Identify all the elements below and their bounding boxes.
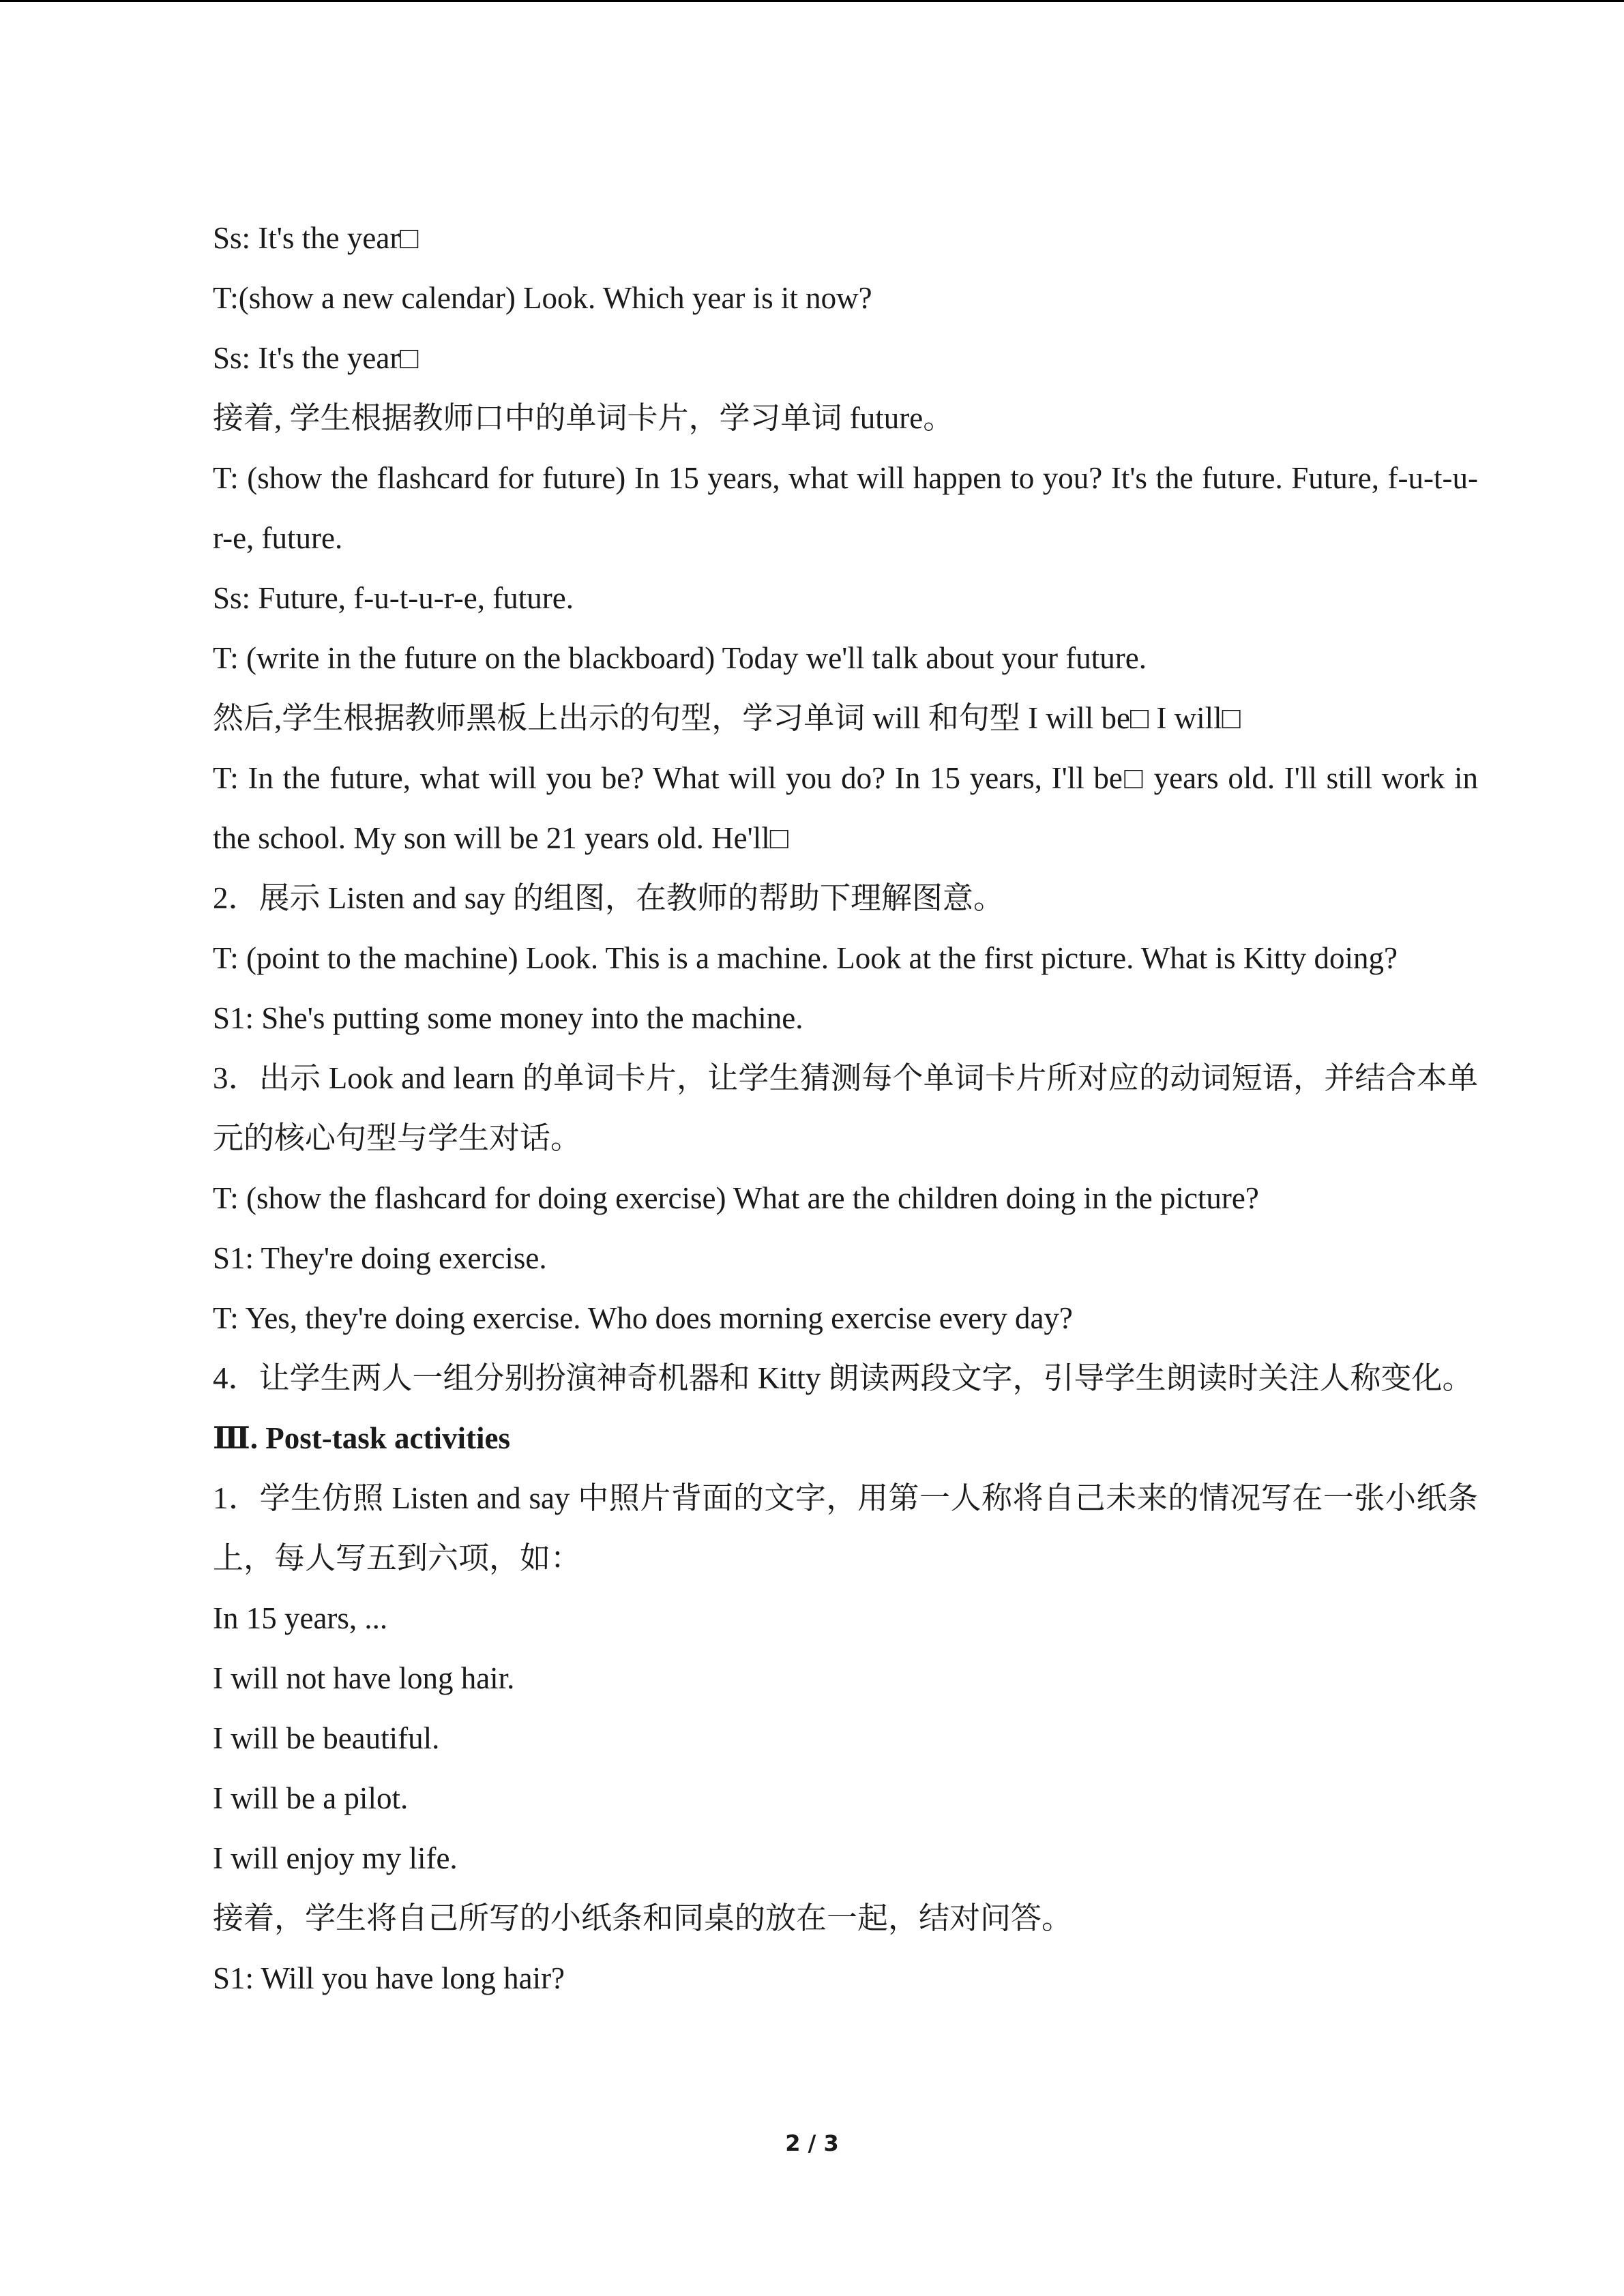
section-heading: Ⅲ. Post-task activities <box>213 1421 510 1455</box>
paragraph: 1．学生仿照 Listen and say 中照片背面的文字，用第一人称将自己未来的情况写在一张小纸条上，每人写五到六项，如： <box>213 1481 1478 1575</box>
paragraph: T: (write in the future on the blackboard) Today we'll talk about your future. <box>213 641 1147 675</box>
document-body <box>148 208 1478 2008</box>
paragraph: T: (show the flashcard for doing exercise) What are the children doing in the picture? <box>213 1181 1259 1215</box>
paragraph: 然后,学生根据教师黑板上出示的句型，学习单词 will 和句型 I will be□ I will□ <box>213 701 1241 735</box>
paragraph: Ss: It's the year□ <box>213 341 419 375</box>
paragraph: T: (show the flashcard for future) In 15 years, what will happen to you? It's the future. Future, f-u-t-u-r-e, future. <box>213 461 1478 555</box>
paragraph: T: In the future, what will you be? What will you do? In 15 years, I'll be□ years old. I'll still work in the school. My son will be 21 years old. He'll□ <box>213 761 1478 855</box>
paragraph: T: (point to the machine) Look. This is a machine. Look at the first picture. What is Kitty doing? <box>213 941 1398 975</box>
paragraph: S1: She's putting some money into the machine. <box>213 1001 803 1035</box>
paragraph: T: Yes, they're doing exercise. Who does morning exercise every day? <box>213 1301 1073 1335</box>
paragraph: 2．展示 Listen and say 的组图，在教师的帮助下理解图意。 <box>213 881 1004 915</box>
paragraph: 3．出示 Look and learn 的单词卡片，让学生猜测每个单词卡片所对应的动词短语，并结合本单元的核心句型与学生对话。 <box>213 1061 1478 1155</box>
paragraph: 4．让学生两人一组分别扮演神奇机器和 Kitty 朗读两段文字，引导学生朗读时关注人称变化。 <box>213 1361 1473 1395</box>
paragraph: I will be a pilot. <box>213 1781 409 1815</box>
paragraph: I will not have long hair. <box>213 1661 515 1695</box>
paragraph: 接着, 学生根据教师口中的单词卡片，学习单词 future。 <box>213 401 954 435</box>
paragraph: I will be beautiful. <box>213 1721 440 1755</box>
paragraph: In 15 years, ... <box>213 1601 388 1635</box>
page-number: 2 / 3 <box>785 2130 839 2156</box>
top-border-line <box>0 0 1624 2</box>
paragraph: S1: Will you have long hair? <box>213 1961 565 1995</box>
paragraph: I will enjoy my life. <box>213 1841 458 1875</box>
paragraph: Ss: Future, f-u-t-u-r-e, future. <box>213 581 574 615</box>
paragraph: S1: They're doing exercise. <box>213 1241 547 1275</box>
paragraph: T:(show a new calendar) Look. Which year is it now? <box>213 281 872 315</box>
paragraph: 接着，学生将自己所写的小纸条和同桌的放在一起，结对问答。 <box>213 1901 1073 1935</box>
paragraph: Ss: It's the year□ <box>213 221 419 255</box>
